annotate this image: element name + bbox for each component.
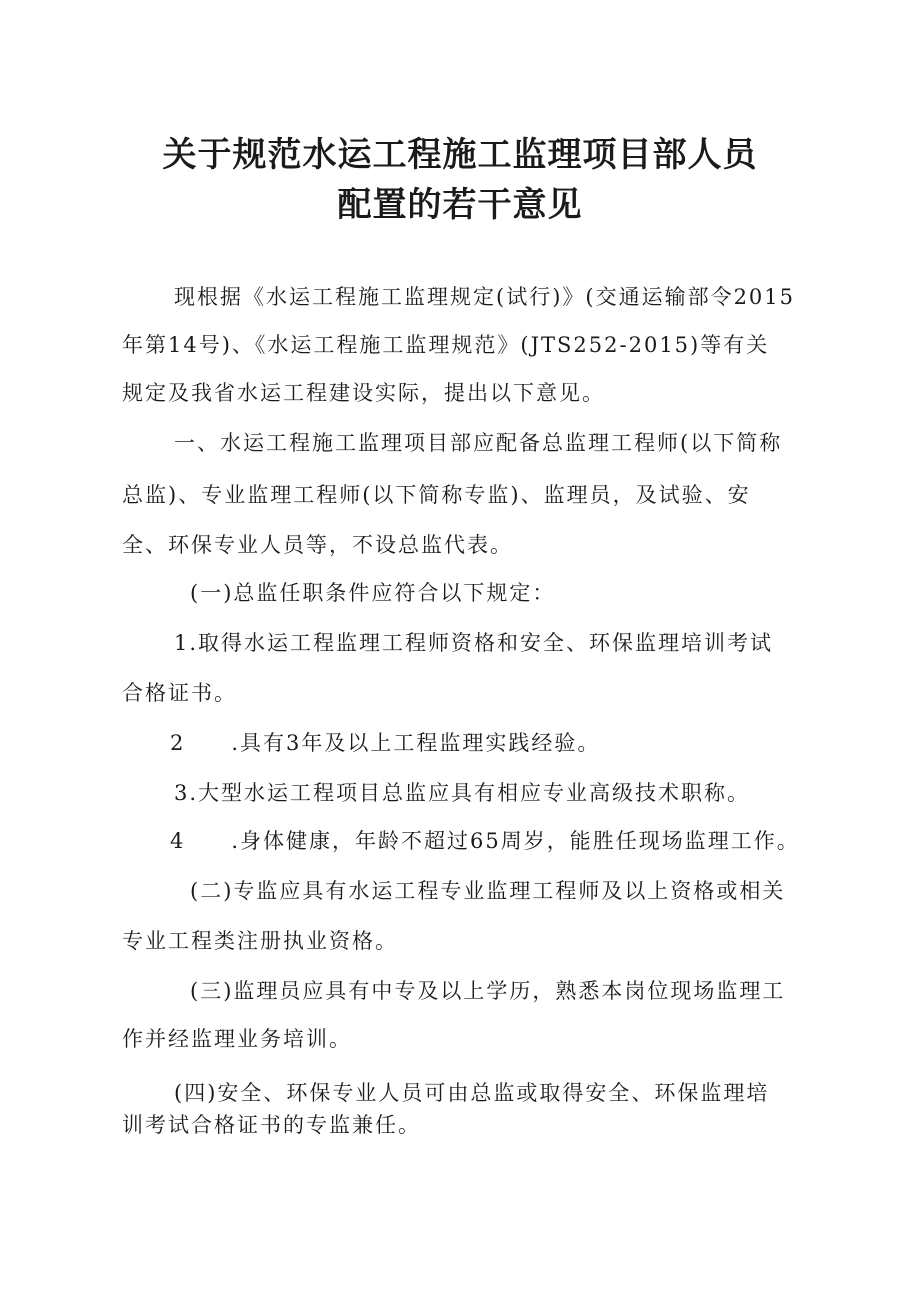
document-title-line-1: 关于规范水运工程施工监理项目部人员: [162, 135, 758, 175]
paragraph-line: (四)安全、环保专业人员可由总监或取得安全、环保监理培: [174, 1081, 770, 1105]
paragraph-line: 1.取得水运工程监理工程师资格和安全、环保监理培训考试: [174, 631, 774, 655]
paragraph-line: 作并经监理业务培训。: [122, 1027, 352, 1051]
paragraph-line: 一、水运工程施工监理项目部应配备总监理工程师(以下简称: [174, 431, 783, 455]
paragraph-line: 合格证书。: [122, 681, 237, 705]
paragraph-line: (二)专监应具有水运工程专业监理工程师及以上资格或相关: [190, 879, 786, 903]
paragraph-line: 2 .具有3年及以上工程监理实践经验。: [170, 731, 601, 755]
paragraph-line: 现根据《水运工程施工监理规定(试行)》(交通运输部令2015: [174, 285, 796, 309]
paragraph-line: 规定及我省水运工程建设实际，提出以下意见。: [122, 381, 605, 405]
paragraph-line: 3.大型水运工程项目总监应具有相应专业高级技术职称。: [174, 781, 751, 805]
paragraph-line: 训考试合格证书的专监兼任。: [122, 1113, 421, 1137]
paragraph-line: 年第14号)、《水运工程施工监理规范》(JTS252-2015)等有关: [122, 333, 770, 357]
paragraph-line: 4 .身体健康，年龄不超过65周岁，能胜任现场监理工作。: [170, 829, 800, 853]
paragraph-line: 全、环保专业人员等，不设总监代表。: [122, 533, 513, 557]
paragraph-line: 总监)、专业监理工程师(以下简称专监)、监理员，及试验、安: [122, 483, 751, 507]
paragraph-line: (一)总监任职条件应符合以下规定：: [190, 581, 556, 605]
paragraph-line: 专业工程类注册执业资格。: [122, 929, 398, 953]
document-title-line-2: 配置的若干意见: [337, 185, 583, 225]
paragraph-line: (三)监理员应具有中专及以上学历，熟悉本岗位现场监理工: [190, 979, 786, 1003]
